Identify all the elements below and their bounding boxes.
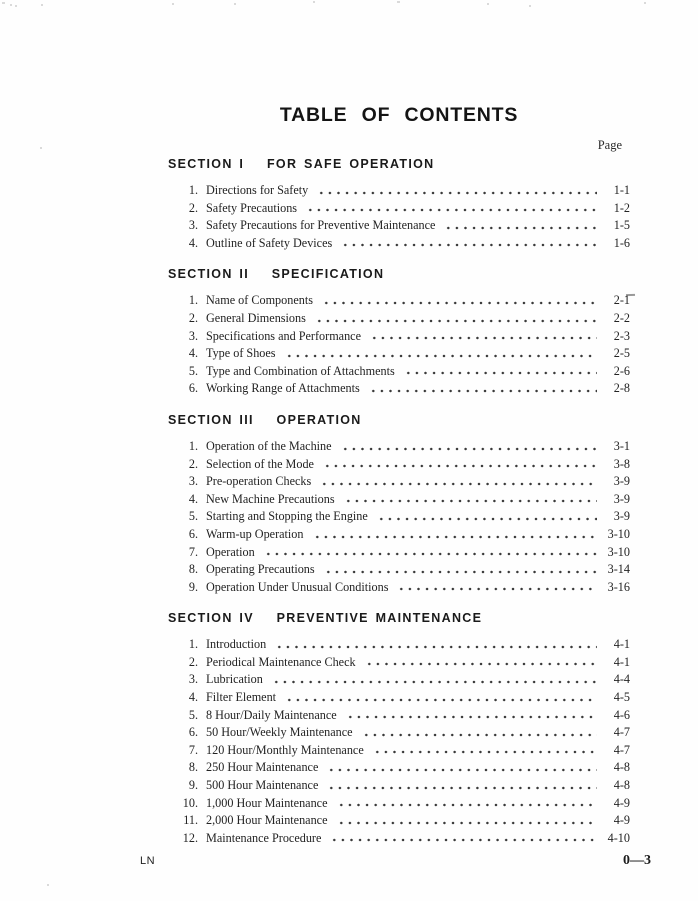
entry-page: 1-1 <box>613 183 630 197</box>
entry-page: 4-7 <box>613 725 630 740</box>
section-label: SECTION II <box>168 267 249 282</box>
section-entries <box>168 292 630 398</box>
dot-leader <box>341 243 597 247</box>
entry-page: 4-4 <box>613 672 630 687</box>
entry-page: 4-10 <box>607 830 630 845</box>
dot-leader <box>327 768 597 772</box>
entry-number: 6. <box>188 381 198 396</box>
scan-speck <box>41 4 43 6</box>
entry-page: 2-1 <box>613 293 630 308</box>
toc-entry <box>168 438 630 456</box>
entry-page: 2-2 <box>613 310 630 325</box>
toc-entry <box>168 654 630 672</box>
entry-number: 5. <box>188 509 198 524</box>
entry-title: Safety Precautions for Preventive Maintenance <box>206 218 436 233</box>
entry-page: 4-9 <box>613 795 630 810</box>
dot-leader <box>370 336 597 340</box>
entry-number: 10. <box>182 795 198 810</box>
entry-page: 3-9 <box>613 509 630 524</box>
toc-section <box>168 266 630 398</box>
entry-title: Operation Under Unusual Conditions <box>206 579 389 594</box>
entry-page: 3-14 <box>607 562 630 577</box>
section-entries <box>168 182 630 252</box>
section-label: SECTION I <box>168 157 245 171</box>
entry-number: 11. <box>183 813 198 828</box>
section-heading <box>168 610 630 626</box>
toc-entry <box>168 182 630 200</box>
dot-leader <box>324 570 597 574</box>
scan-speck <box>644 2 646 4</box>
entry-number: 1. <box>188 293 198 308</box>
dot-leader <box>404 371 597 375</box>
entry-page: 2-3 <box>613 328 630 343</box>
dot-leader <box>264 552 597 556</box>
toc-entry <box>168 526 630 544</box>
section-heading <box>168 412 630 428</box>
dot-leader <box>344 499 597 503</box>
toc-entry <box>168 759 630 777</box>
scan-speck <box>47 884 49 886</box>
entry-title: Operating Precautions <box>206 562 315 577</box>
entry-page: 3-16 <box>607 579 630 594</box>
toc-entry <box>168 363 630 381</box>
dot-leader <box>346 715 597 719</box>
toc-entry <box>168 310 630 328</box>
entry-title: Introduction <box>206 637 267 652</box>
toc-section <box>168 412 630 596</box>
entry-page: 2-6 <box>613 363 630 378</box>
footer-page-number: 0—3 <box>623 853 651 868</box>
scan-speck <box>40 147 42 149</box>
dot-leader <box>369 389 597 393</box>
entry-number: 3. <box>188 672 198 687</box>
section-name: SPECIFICATION <box>271 267 385 282</box>
toc-sections <box>168 156 630 847</box>
entry-page: 4-6 <box>613 707 630 722</box>
entry-title: Warm-up Operation <box>206 526 304 541</box>
entry-number: 2. <box>188 456 198 471</box>
entry-title: 500 Hour Maintenance <box>206 778 319 793</box>
scan-speck <box>15 5 17 7</box>
section-name: PREVENTIVE MAINTENANCE <box>276 611 483 626</box>
entry-number: 1. <box>188 637 198 652</box>
dot-leader <box>337 821 597 825</box>
toc-entry <box>168 724 630 742</box>
entry-title: 250 Hour Maintenance <box>206 760 319 775</box>
entry-title: Operation <box>206 544 255 559</box>
entry-title: Specifications and Performance <box>206 328 361 343</box>
dot-leader <box>317 191 597 195</box>
entry-number: 7. <box>188 742 198 757</box>
entry-number: 3. <box>188 328 198 343</box>
dot-leader <box>285 354 597 358</box>
toc-entry <box>168 795 630 813</box>
toc-entry <box>168 742 630 760</box>
toc-content-column <box>168 0 630 861</box>
dot-leader <box>330 838 597 842</box>
toc-entry <box>168 345 630 363</box>
toc-section <box>168 610 630 847</box>
page-footer <box>140 853 651 869</box>
entry-number: 4. <box>188 235 198 250</box>
entry-number: 4. <box>188 690 198 705</box>
entry-title: New Machine Precautions <box>206 491 335 506</box>
entry-number: 2. <box>188 654 198 669</box>
toc-entry <box>168 812 630 830</box>
entry-page: 3-9 <box>613 474 630 489</box>
entry-page: 1-2 <box>613 200 630 215</box>
dot-leader <box>373 750 597 754</box>
entry-title: Periodical Maintenance Check <box>206 654 356 669</box>
entry-number: 3. <box>188 218 198 233</box>
entry-number: 5. <box>188 707 198 722</box>
entry-number: 1. <box>188 438 198 453</box>
toc-entry <box>168 636 630 654</box>
toc-entry <box>168 830 630 848</box>
entry-page: 1-6 <box>613 235 630 250</box>
entry-title: 8 Hour/Daily Maintenance <box>206 707 337 722</box>
toc-entry <box>168 473 630 491</box>
toc-entry <box>168 491 630 509</box>
dot-leader <box>306 208 597 212</box>
entry-page: 3-10 <box>607 544 630 559</box>
dot-leader <box>327 786 597 790</box>
entry-title: Filter Element <box>206 690 277 705</box>
page-title: TABLE OF CONTENTS <box>279 104 519 126</box>
entry-page: 4-1 <box>613 637 630 652</box>
entry-number: 5. <box>188 363 198 378</box>
section-label: SECTION III <box>168 412 254 427</box>
dot-leader <box>337 803 597 807</box>
entry-title: Starting and Stopping the Engine <box>206 509 368 524</box>
entry-title: Name of Components <box>206 293 313 308</box>
entry-page: 3-10 <box>607 526 630 541</box>
entry-title: Type of Shoes <box>206 346 276 361</box>
entry-page: 3-9 <box>613 491 630 506</box>
entry-number: 8. <box>188 760 198 775</box>
entry-page: 3-8 <box>613 456 630 471</box>
dot-leader <box>320 482 597 486</box>
toc-entry <box>168 380 630 398</box>
toc-entry <box>168 777 630 795</box>
dot-leader <box>322 301 597 305</box>
toc-entry <box>168 579 630 597</box>
entry-title: 50 Hour/Weekly Maintenance <box>206 725 353 740</box>
toc-entry <box>168 456 630 474</box>
entry-title: Type and Combination of Attachments <box>206 363 395 378</box>
entry-page: 2-8 <box>613 381 630 396</box>
entry-title: Directions for Safety <box>206 183 309 197</box>
entry-number: 12. <box>182 830 198 845</box>
dot-leader <box>362 733 597 737</box>
entry-title: Lubrication <box>206 672 263 687</box>
entry-page: 4-5 <box>613 690 630 705</box>
entry-title: 120 Hour/Monthly Maintenance <box>206 742 364 757</box>
footer-model-code: LN <box>140 855 156 867</box>
entry-page: 1-5 <box>613 218 630 233</box>
toc-entry <box>168 217 630 235</box>
section-name: FOR SAFE OPERATION <box>267 157 435 171</box>
scan-speck <box>2 2 5 4</box>
section-entries <box>168 438 630 596</box>
toc-entry <box>168 292 630 310</box>
entry-title: 1,000 Hour Maintenance <box>206 795 328 810</box>
section-name: OPERATION <box>276 412 362 427</box>
dot-leader <box>341 447 597 451</box>
dot-leader <box>285 698 597 702</box>
entry-number: 6. <box>188 526 198 541</box>
dot-leader <box>365 662 597 666</box>
entry-number: 7. <box>188 544 198 559</box>
entry-page: 4-7 <box>613 742 630 757</box>
toc-entry <box>168 328 630 346</box>
entry-title: Pre-operation Checks <box>206 474 312 489</box>
scan-speck <box>10 4 12 6</box>
entry-number: 9. <box>188 579 198 594</box>
section-heading <box>168 266 630 282</box>
dot-leader <box>323 464 597 468</box>
entry-page: 2-5 <box>613 346 630 361</box>
dot-leader <box>397 587 597 591</box>
toc-entry <box>168 689 630 707</box>
dot-leader <box>377 517 597 521</box>
entry-number: 4. <box>188 491 198 506</box>
entry-number: 9. <box>188 778 198 793</box>
entry-title: Safety Precautions <box>206 200 298 215</box>
entry-number: 8. <box>188 562 198 577</box>
toc-entry <box>168 235 630 253</box>
entry-number: 2. <box>188 310 198 325</box>
entry-title: General Dimensions <box>206 310 306 325</box>
entry-number: 1. <box>188 183 198 197</box>
toc-entry <box>168 671 630 689</box>
toc-section <box>168 156 630 252</box>
toc-entry <box>168 200 630 218</box>
dot-leader <box>315 319 597 323</box>
entry-title: Outline of Safety Devices <box>206 235 333 250</box>
entry-title: Selection of the Mode <box>206 456 314 471</box>
entry-title: Maintenance Procedure <box>206 830 322 845</box>
toc-entry <box>168 561 630 579</box>
entry-page: 4-1 <box>613 654 630 669</box>
dot-leader <box>444 226 597 230</box>
toc-entry <box>168 508 630 526</box>
entry-number: 2. <box>188 200 198 215</box>
section-heading <box>168 156 630 172</box>
dot-leader <box>313 535 598 539</box>
entry-page: 4-9 <box>613 813 630 828</box>
toc-entry <box>168 544 630 562</box>
toc-entry <box>168 707 630 725</box>
entry-page: 4-8 <box>613 760 630 775</box>
dot-leader <box>275 645 597 649</box>
entry-title: 2,000 Hour Maintenance <box>206 813 328 828</box>
section-entries <box>168 636 630 847</box>
entry-number: 3. <box>188 474 198 489</box>
entry-page: 3-1 <box>613 438 630 453</box>
page-column-label: Page <box>597 138 622 152</box>
entry-title: Working Range of Attachments <box>206 381 360 396</box>
entry-title: Operation of the Machine <box>206 438 332 453</box>
entry-number: 6. <box>188 725 198 740</box>
section-label: SECTION IV <box>168 611 254 626</box>
dot-leader <box>272 680 597 684</box>
entry-number: 4. <box>188 346 198 361</box>
entry-page: 4-8 <box>613 778 630 793</box>
